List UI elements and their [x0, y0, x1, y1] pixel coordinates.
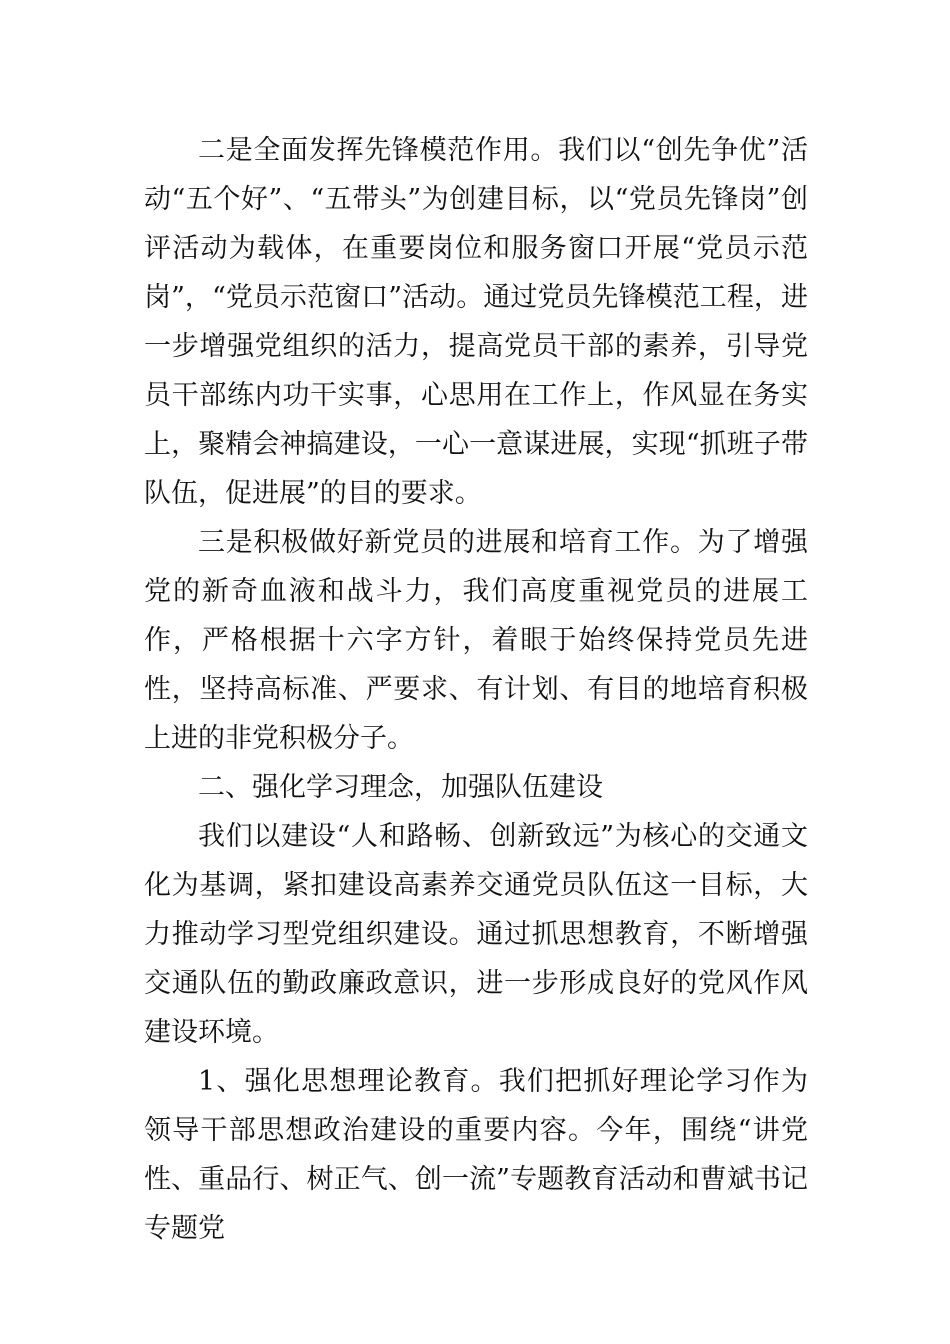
document-body	[144, 126, 808, 1253]
paragraph-learning-organization: 我们以建设“人和路畅、创新致远”为核心的交通文化为基调，紧扣建设高素养交通党员队伍这一目标，大力推动学习型党组织建设。通过抓思想教育，不断增强交通队伍的勤政廉政意识，进一步形成良好的党风作风建设环境。	[144, 821, 808, 1048]
paragraph-new-members: 三是积极做好新党员的进展和培育工作。为了增强党的新奇血液和战斗力，我们高度重视党员的进展工作，严格根据十六字方针，着眼于始终保持党员先进性，坚持高标准、严要求、有计划、有目的地培育积极上进的非党积极分子。	[144, 527, 808, 754]
section-heading-learning: 二、强化学习理念，加强队伍建设	[198, 772, 603, 803]
paragraph-theory-education: 1、强化思想理论教育。我们把抓好理论学习作为领导干部思想政治建设的重要内容。今年，围绕“讲党性、重品行、树正气、创一流”专题教育活动和曹斌书记专题党	[144, 1066, 808, 1244]
paragraph-vanguard-role: 二是全面发挥先锋模范作用。我们以“创先争优”活动“五个好”、“五带头”为创建目标，以“党员先锋岗”创评活动为载体，在重要岗位和服务窗口开展“党员示范岗”，“党员示范窗口”活动。通过党员先锋模范工程，进一步增强党组织的活力，提高党员干部的素养，引导党员干部练内功干实事，心思用在工作上，作风显在务实上，聚精会神搞建设，一心一意谋进展，实现“抓班子带队伍，促进展”的目的要求。	[144, 135, 808, 509]
